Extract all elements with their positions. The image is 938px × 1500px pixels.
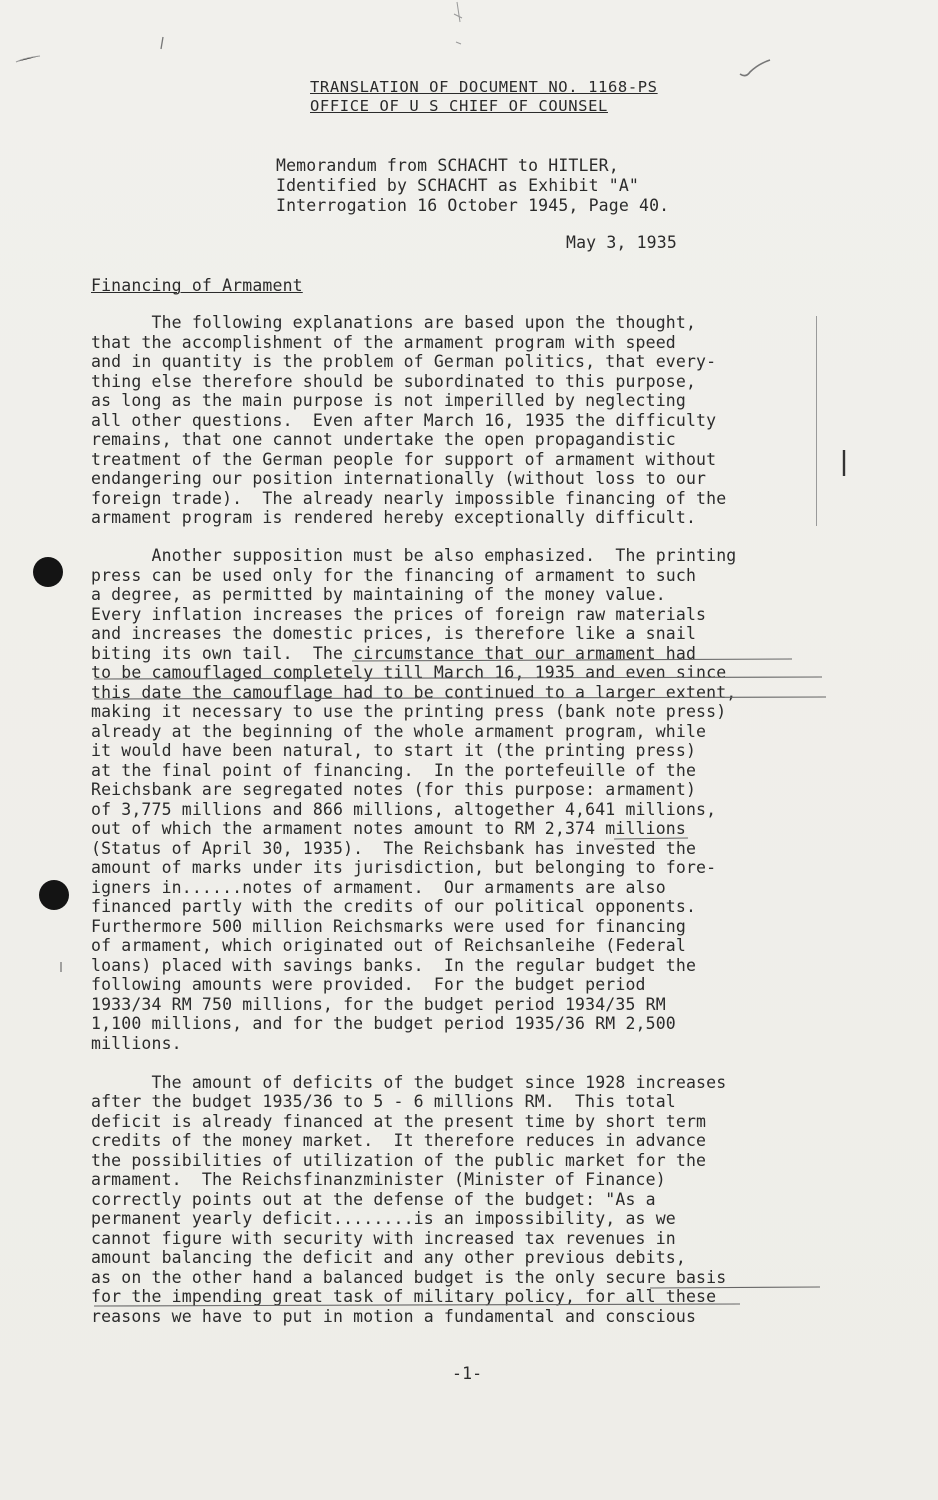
paragraph-line: after the budget 1935/36 to 5 - 6 millions RM. This total <box>91 1092 676 1111</box>
section-title: Financing of Armament <box>91 276 303 295</box>
paragraph-line: that the accomplishment of the armament program with speed <box>91 333 676 352</box>
corner-smudge-mark <box>14 52 44 68</box>
paragraph-line: (Status of April 30, 1935). The Reichsbank has invested the <box>91 839 697 858</box>
paragraph-line: as on the other hand a balanced budget is the only secure basis <box>91 1268 727 1287</box>
paragraph-line: armament program is rendered hereby exceptionally difficult. <box>91 508 697 527</box>
translation-heading: TRANSLATION OF DOCUMENT NO. 1168-PS <box>310 78 658 96</box>
memo-date: May 3, 1935 <box>566 233 677 252</box>
paragraph-line: igners in......notes of armament. Our armaments are also <box>91 878 666 897</box>
paragraph-line: loans) placed with savings banks. In the regular budget the <box>91 956 697 975</box>
margin-dash-mark <box>58 960 64 976</box>
paragraph-line: of 3,775 millions and 866 millions, altogether 4,641 millions, <box>91 800 717 819</box>
paragraph-line: this date the camouflage had to be continued to a larger extent, <box>91 683 737 702</box>
paragraph-line: Furthermore 500 million Reichsmarks were used for financing <box>91 917 686 936</box>
paragraph-line: press can be used only for the financing of armament to such <box>91 566 697 585</box>
paragraph-line: amount balancing the deficit and any other previous debits, <box>91 1248 686 1267</box>
memo-line-3: Interrogation 16 October 1945, Page 40. <box>276 196 670 215</box>
paragraph-line: for the impending great task of military policy, for all these <box>91 1287 717 1306</box>
memo-line-2: Identified by SCHACHT as Exhibit "A" <box>276 176 640 195</box>
paragraph-line: as long as the main purpose is not imperilled by neglecting <box>91 391 686 410</box>
margin-bar-mark <box>840 448 848 478</box>
paragraph-line: 1,100 millions, and for the budget period 1935/36 RM 2,500 <box>91 1014 676 1033</box>
checkmark-annotation <box>738 58 772 80</box>
paragraph-line: and in quantity is the problem of German politics, that every- <box>91 352 717 371</box>
page-number: -1- <box>452 1364 483 1383</box>
paragraph-line: remains, that one cannot undertake the open propagandistic <box>91 430 676 449</box>
paragraph-line: the possibilities of utilization of the public market for the <box>91 1151 707 1170</box>
top-smudge-mark <box>448 0 468 50</box>
paragraph-line: reasons we have to put in motion a fundamental and conscious <box>91 1307 697 1326</box>
memo-line-1: Memorandum from SCHACHT to HITLER, <box>276 156 619 175</box>
paragraph-line: deficit is already financed at the present time by short term <box>91 1112 707 1131</box>
paragraph-line: of armament, which originated out of Reichsanleihe (Federal <box>91 936 686 955</box>
paragraph-line: permanent yearly deficit........is an impossibility, as we <box>91 1209 676 1228</box>
paragraph-line: foreign trade). The already nearly impossible financing of the <box>91 489 727 508</box>
paragraph-line: millions. <box>91 1034 182 1053</box>
paragraph-line: making it necessary to use the printing press (bank note press) <box>91 702 727 721</box>
office-heading: OFFICE OF U S CHIEF OF COUNSEL <box>310 97 608 115</box>
paragraph-line: endangering our position internationally (without loss to our <box>91 469 707 488</box>
paragraph-line: it would have been natural, to start it (the printing press) <box>91 741 697 760</box>
punch-hole-bottom <box>39 880 69 910</box>
margin-bracket <box>816 316 817 526</box>
paragraph-line: armament. The Reichsfinanzminister (Minister of Finance) <box>91 1170 666 1189</box>
punch-hole-top <box>33 557 63 587</box>
paragraph-line: correctly points out at the defense of the budget: "As a <box>91 1190 656 1209</box>
paragraph-line: biting its own tail. The circumstance that our armament had <box>91 644 697 663</box>
paragraph-line: cannot figure with security with increased tax revenues in <box>91 1229 676 1248</box>
margin-tick-mark <box>158 36 166 50</box>
handwritten-underline <box>90 1284 830 1310</box>
paragraph-line: all other questions. Even after March 16, 1935 the difficulty <box>91 411 717 430</box>
paragraph-line: credits of the money market. It therefore reduces in advance <box>91 1131 707 1150</box>
paragraph-line: at the final point of financing. In the portefeuille of the <box>91 761 697 780</box>
paragraph-line: Another supposition must be also emphasized. The printing <box>91 546 737 565</box>
paragraph-line: following amounts were provided. For the budget period <box>91 975 646 994</box>
paragraph-line: The amount of deficits of the budget since 1928 increases <box>91 1073 727 1092</box>
paragraph-line: financed partly with the credits of our political opponents. <box>91 897 697 916</box>
paragraph-line: The following explanations are based upon the thought, <box>91 313 697 332</box>
paragraph-line: out of which the armament notes amount to RM 2,374 millions <box>91 819 686 838</box>
paragraph-line: a degree, as permitted by maintaining of the money value. <box>91 585 666 604</box>
paragraph-line: already at the beginning of the whole armament program, while <box>91 722 707 741</box>
paragraph-line: Every inflation increases the prices of foreign raw materials <box>91 605 707 624</box>
paragraph-line: Reichsbank are segregated notes (for this purpose: armament) <box>91 780 697 799</box>
paragraph-line: amount of marks under its jurisdiction, but belonging to fore- <box>91 858 717 877</box>
paragraph-line: 1933/34 RM 750 millions, for the budget period 1934/35 RM <box>91 995 666 1014</box>
paragraph-line: to be camouflaged completely till March 16, 1935 and even since <box>91 663 727 682</box>
paragraph-line: treatment of the German people for support of armament without <box>91 450 717 469</box>
handwritten-underline <box>90 655 840 707</box>
paragraph-line: and increases the domestic prices, is therefore like a snail <box>91 624 697 643</box>
paragraph-line: thing else therefore should be subordinated to this purpose, <box>91 372 697 391</box>
amount-underline <box>612 836 692 842</box>
